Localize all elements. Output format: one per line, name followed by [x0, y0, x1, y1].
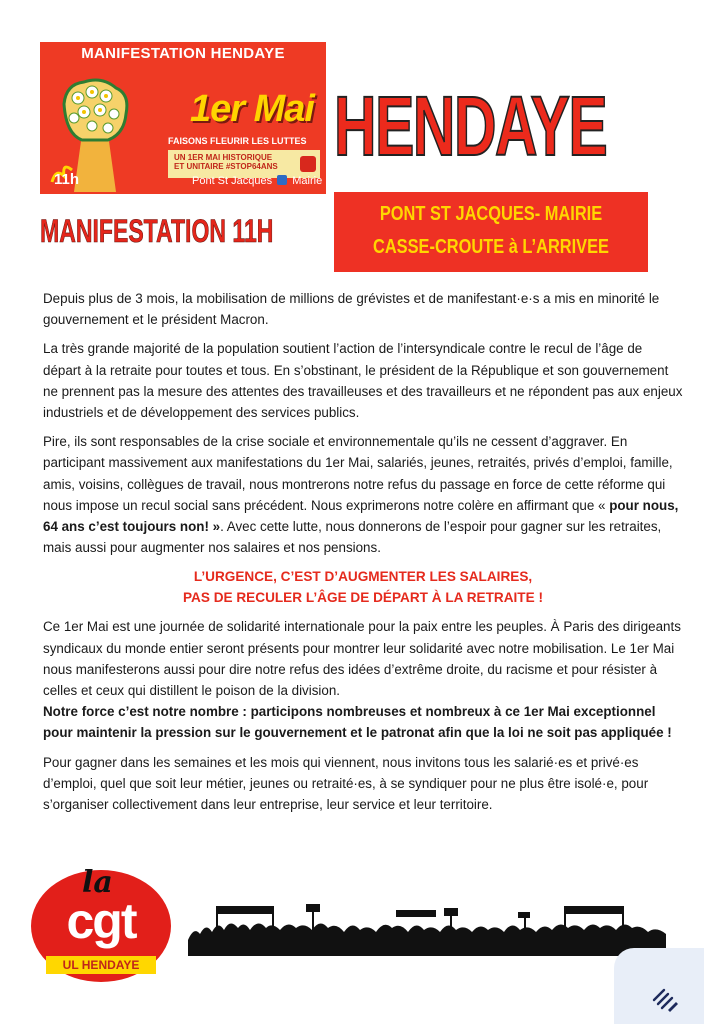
event-poster — [40, 42, 326, 194]
urgence-line-1: L’URGENCE, C’EST D’AUGMENTER LES SALAIRES, — [193, 569, 533, 585]
urgence-line-2: PAS DE RECULER L’ÂGE DE DÉPART À LA RETRAITE ! — [182, 590, 543, 606]
cgt-logo — [30, 866, 172, 984]
paragraph-5: Notre force c’est notre nombre : participons nombreuses et nombreux à ce 1er Mai exceptionnel pour maintenir la pression sur le gouvernement et le patronat afin que la loi ne soit pas appliquée ! — [43, 704, 672, 741]
city-heading: HENDAYE — [334, 79, 607, 173]
route-line-2: CASSE-CROUTE à L’ARRIVEE — [372, 236, 610, 258]
cgt-mini-logo-icon — [300, 156, 316, 172]
cgt-logo-word: cgt — [66, 893, 136, 949]
crowd-silhouette-illustration — [188, 896, 666, 956]
edit-button[interactable] — [614, 948, 704, 1024]
poster-route-end: Mairie — [292, 175, 323, 187]
poster-route — [192, 175, 322, 187]
edit-pen-icon — [650, 984, 680, 1014]
tract-body — [43, 288, 683, 823]
poster-title: MANIFESTATION HENDAYE — [81, 45, 285, 62]
paragraph-1: Depuis plus de 3 mois, la mobilisation de millions de grévistes et de manifestant·e·s a mis en minorité le gouvernement et le président Macron. — [43, 291, 660, 328]
manifestation-time-heading: MANIFESTATION 11H — [40, 213, 274, 249]
play-arrow-icon — [277, 175, 287, 185]
route-box — [334, 192, 648, 272]
poster-subtitle: FAISONS FLEURIR LES LUTTES — [168, 136, 307, 146]
poster-banner-line1: UN 1ER MAI HISTORIQUE — [174, 153, 273, 162]
paragraph-3-part-c: . Avec cette lutte, nous donnerons de l’espoir pour gagner sur les retraites, mais aussi pour augmenter nos salaires et nos pensions. — [43, 519, 662, 556]
cgt-logo-script: la — [82, 865, 113, 900]
poster-time: 11h — [54, 171, 80, 188]
paragraph-3-part-a: Pire, ils sont responsables de la crise sociale et environnementale qu’ils ne cessent d’aggraver. En participant massivement aux manifestations du 1er Mai, salariés, jeunes, retraités, privés d’emploi, famille, amis, voisins, collègues de travail, nous montrerons notre refus du passage en force de cette réforme qui nous impose un recul social sans précédent. Nous exprimerons notre colère en affirmant que « — [43, 434, 673, 513]
paragraph-4: Ce 1er Mai est une journée de solidarité internationale pour la paix entre les peuples. À Paris des dirigeants syndicaux du monde entier seront présents pour montrer leur solidarité avec notre mobilisation. Le 1er Mai nous manifesterons aussi pour dire notre refus des idées d’extrême droite, du racisme et pour résister à celles et ceux qui distillent le poison de la division. — [43, 619, 681, 699]
poster-banner — [168, 150, 320, 178]
urgence-callout — [43, 566, 683, 608]
paragraph-3 — [43, 431, 683, 558]
route-line-1: PONT ST JACQUES- MAIRIE — [379, 203, 603, 225]
poster-banner-line2: ET UNITAIRE #STOP64ANS — [174, 162, 278, 171]
paragraph-6: Pour gagner dans les semaines et les mois qui viennent, nous invitons tous les salarié·es et privé·es d’emploi, quel que soit leur métier, jeunes ou retraité·es, à se syndiquer pour ne plus être isolé·e, pour s’organiser collectivement dans leur entreprise, leur service et leur territoire. — [43, 754, 649, 813]
paragraph-3-slogan: pour nous, 64 ans c’est toujours non! » — [43, 497, 679, 535]
poster-route-start: Pont St Jacques — [192, 175, 273, 187]
cgt-logo-ul: UL HENDAYE — [46, 956, 156, 974]
paragraph-2: La très grande majorité de la population soutient l’action de l’intersyndicale contre le recul de l’âge de départ à la retraite pour toutes et tous. En s’obstinant, le président de la République et son gouvernement ne prennent pas la mesure des attentes des travailleuses et des travailleurs et ne répondent pas aux enjeux industriels et de développement des services publics. — [43, 341, 683, 421]
poster-date: 1er Mai — [190, 88, 314, 130]
